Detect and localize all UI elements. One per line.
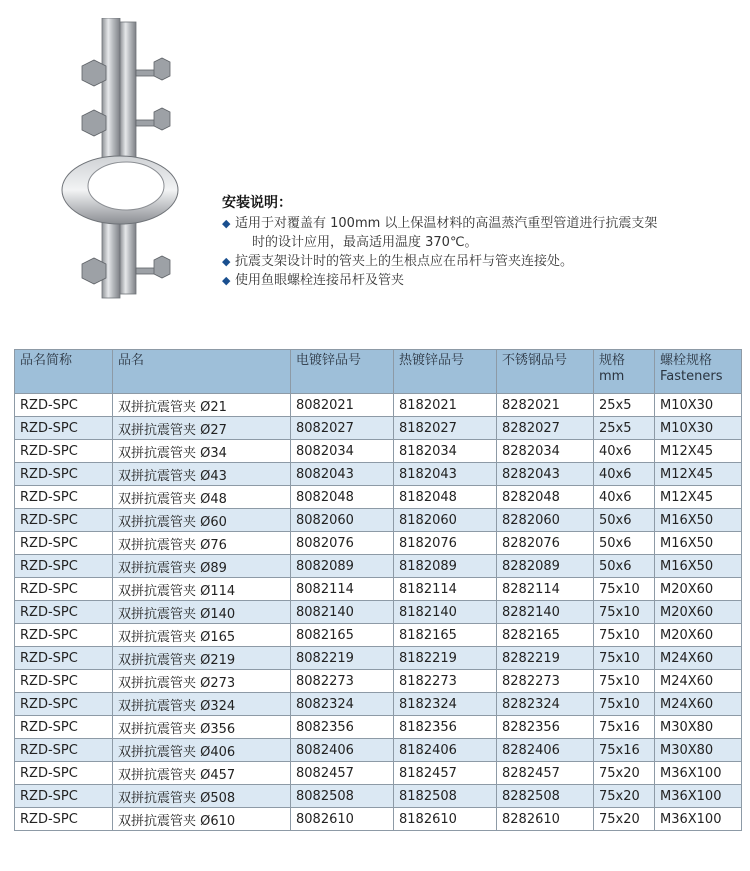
cell-stainless: 8282027 (497, 417, 594, 440)
table-row (15, 578, 742, 601)
cell-abbr: RZD-SPC (15, 808, 113, 831)
cell-spec: 75x10 (594, 601, 655, 624)
header-spec-label: 规格 (599, 353, 626, 368)
cell-fasteners: M30X80 (655, 716, 742, 739)
table-row (15, 670, 742, 693)
cell-stainless: 8282076 (497, 532, 594, 555)
cell-spec: 75x16 (594, 739, 655, 762)
cell-electro: 8082508 (291, 785, 394, 808)
cell-hotdip: 8182034 (394, 440, 497, 463)
cell-stainless: 8282508 (497, 785, 594, 808)
cell-abbr: RZD-SPC (15, 578, 113, 601)
cell-stainless: 8282457 (497, 762, 594, 785)
cell-electro: 8082027 (291, 417, 394, 440)
cell-abbr: RZD-SPC (15, 463, 113, 486)
cell-fasteners: M12X45 (655, 486, 742, 509)
cell-name: 双拼抗震管夹 Ø27 (113, 417, 291, 440)
cell-name: 双拼抗震管夹 Ø60 (113, 509, 291, 532)
table-row (15, 647, 742, 670)
cell-hotdip: 8182027 (394, 417, 497, 440)
cell-spec: 50x6 (594, 532, 655, 555)
header-spec-unit: mm (599, 369, 625, 384)
cell-fasteners: M36X100 (655, 808, 742, 831)
cell-electro: 8082165 (291, 624, 394, 647)
cell-hotdip: 8182048 (394, 486, 497, 509)
cell-name: 双拼抗震管夹 Ø457 (113, 762, 291, 785)
cell-name: 双拼抗震管夹 Ø165 (113, 624, 291, 647)
cell-electro: 8082610 (291, 808, 394, 831)
cell-spec: 75x10 (594, 578, 655, 601)
cell-hotdip: 8182089 (394, 555, 497, 578)
cell-name: 双拼抗震管夹 Ø76 (113, 532, 291, 555)
header-name: 品名 (113, 350, 291, 394)
note-item (222, 214, 742, 233)
cell-stainless: 8282140 (497, 601, 594, 624)
table-row (15, 463, 742, 486)
product-spec-table (14, 349, 742, 831)
cell-spec: 75x20 (594, 808, 655, 831)
cell-name: 双拼抗震管夹 Ø219 (113, 647, 291, 670)
diamond-bullet-icon: ◆ (222, 217, 231, 230)
table-row (15, 486, 742, 509)
table-header-row (15, 350, 742, 394)
cell-spec: 75x10 (594, 670, 655, 693)
cell-fasteners: M20X60 (655, 578, 742, 601)
cell-abbr: RZD-SPC (15, 624, 113, 647)
cell-electro: 8082273 (291, 670, 394, 693)
cell-name: 双拼抗震管夹 Ø43 (113, 463, 291, 486)
header-stainless: 不锈钢品号 (497, 350, 594, 394)
cell-electro: 8082021 (291, 394, 394, 417)
cell-name: 双拼抗震管夹 Ø114 (113, 578, 291, 601)
cell-stainless: 8282165 (497, 624, 594, 647)
cell-electro: 8082140 (291, 601, 394, 624)
notes-title: 安装说明： (222, 195, 292, 211)
cell-stainless: 8282048 (497, 486, 594, 509)
cell-electro: 8082076 (291, 532, 394, 555)
cell-abbr: RZD-SPC (15, 417, 113, 440)
cell-electro: 8082324 (291, 693, 394, 716)
cell-spec: 25x5 (594, 394, 655, 417)
note-text: 使用鱼眼螺栓连接吊杆及管夹 (235, 273, 405, 288)
cell-abbr: RZD-SPC (15, 532, 113, 555)
cell-spec: 75x10 (594, 624, 655, 647)
cell-stainless: 8282060 (497, 509, 594, 532)
cell-hotdip: 8182076 (394, 532, 497, 555)
cell-spec: 50x6 (594, 555, 655, 578)
cell-name: 双拼抗震管夹 Ø34 (113, 440, 291, 463)
cell-abbr: RZD-SPC (15, 486, 113, 509)
cell-spec: 75x20 (594, 785, 655, 808)
table-row (15, 762, 742, 785)
cell-hotdip: 8182356 (394, 716, 497, 739)
table-body (15, 394, 742, 831)
cell-hotdip: 8182219 (394, 647, 497, 670)
header-electro-galvanized: 电镀锌品号 (291, 350, 394, 394)
cell-electro: 8082060 (291, 509, 394, 532)
cell-abbr: RZD-SPC (15, 509, 113, 532)
header-fasteners-label: 螺栓规格 (660, 353, 713, 368)
cell-spec: 40x6 (594, 440, 655, 463)
cell-spec: 75x10 (594, 647, 655, 670)
cell-spec: 40x6 (594, 486, 655, 509)
cell-fasteners: M30X80 (655, 739, 742, 762)
table-row (15, 624, 742, 647)
cell-hotdip: 8182140 (394, 601, 497, 624)
cell-name: 双拼抗震管夹 Ø140 (113, 601, 291, 624)
cell-stainless: 8282219 (497, 647, 594, 670)
cell-fasteners: M20X60 (655, 624, 742, 647)
cell-fasteners: M10X30 (655, 394, 742, 417)
note-continuation: 时的设计应用，最高适用温度 370℃。 (252, 235, 478, 250)
cell-hotdip: 8182114 (394, 578, 497, 601)
note-item (222, 271, 742, 290)
cell-spec: 75x16 (594, 716, 655, 739)
cell-hotdip: 8182165 (394, 624, 497, 647)
cell-abbr: RZD-SPC (15, 601, 113, 624)
cell-name: 双拼抗震管夹 Ø356 (113, 716, 291, 739)
header-hot-dip-galvanized: 热镀锌品号 (394, 350, 497, 394)
cell-electro: 8082406 (291, 739, 394, 762)
cell-stainless: 8282356 (497, 716, 594, 739)
cell-fasteners: M12X45 (655, 440, 742, 463)
cell-fasteners: M10X30 (655, 417, 742, 440)
cell-spec: 25x5 (594, 417, 655, 440)
cell-hotdip: 8182406 (394, 739, 497, 762)
cell-electro: 8082089 (291, 555, 394, 578)
note-text: 抗震支架设计时的管夹上的生根点应在吊杆与管夹连接处。 (235, 254, 574, 269)
table-row (15, 716, 742, 739)
table-row (15, 808, 742, 831)
header-abbr: 品名简称 (15, 350, 113, 394)
cell-abbr: RZD-SPC (15, 647, 113, 670)
cell-name: 双拼抗震管夹 Ø406 (113, 739, 291, 762)
cell-electro: 8082048 (291, 486, 394, 509)
cell-stainless: 8282324 (497, 693, 594, 716)
diamond-bullet-icon: ◆ (222, 255, 231, 268)
cell-fasteners: M36X100 (655, 762, 742, 785)
cell-fasteners: M24X60 (655, 670, 742, 693)
cell-spec: 75x20 (594, 762, 655, 785)
cell-electro: 8082043 (291, 463, 394, 486)
cell-stainless: 8282406 (497, 739, 594, 762)
cell-abbr: RZD-SPC (15, 716, 113, 739)
diamond-bullet-icon: ◆ (222, 274, 231, 287)
note-item (222, 252, 742, 271)
cell-abbr: RZD-SPC (15, 394, 113, 417)
cell-abbr: RZD-SPC (15, 762, 113, 785)
installation-notes (222, 192, 742, 290)
cell-hotdip: 8182043 (394, 463, 497, 486)
table-row (15, 693, 742, 716)
cell-fasteners: M16X50 (655, 509, 742, 532)
cell-hotdip: 8182457 (394, 762, 497, 785)
cell-stainless: 8282089 (497, 555, 594, 578)
cell-hotdip: 8182021 (394, 394, 497, 417)
cell-electro: 8082219 (291, 647, 394, 670)
cell-hotdip: 8182273 (394, 670, 497, 693)
cell-hotdip: 8182060 (394, 509, 497, 532)
cell-hotdip: 8182508 (394, 785, 497, 808)
cell-name: 双拼抗震管夹 Ø273 (113, 670, 291, 693)
cell-fasteners: M16X50 (655, 532, 742, 555)
cell-spec: 40x6 (594, 463, 655, 486)
cell-hotdip: 8182324 (394, 693, 497, 716)
cell-abbr: RZD-SPC (15, 739, 113, 762)
cell-abbr: RZD-SPC (15, 555, 113, 578)
table-row (15, 394, 742, 417)
cell-hotdip: 8182610 (394, 808, 497, 831)
cell-fasteners: M20X60 (655, 601, 742, 624)
cell-name: 双拼抗震管夹 Ø89 (113, 555, 291, 578)
cell-fasteners: M36X100 (655, 785, 742, 808)
table-row (15, 555, 742, 578)
cell-stainless: 8282034 (497, 440, 594, 463)
pipe-clamp-illustration (58, 18, 188, 308)
cell-name: 双拼抗震管夹 Ø324 (113, 693, 291, 716)
table-row (15, 509, 742, 532)
cell-stainless: 8282043 (497, 463, 594, 486)
cell-abbr: RZD-SPC (15, 693, 113, 716)
cell-abbr: RZD-SPC (15, 785, 113, 808)
table-row (15, 417, 742, 440)
cell-electro: 8082034 (291, 440, 394, 463)
cell-spec: 75x10 (594, 693, 655, 716)
cell-spec: 50x6 (594, 509, 655, 532)
cell-stainless: 8282021 (497, 394, 594, 417)
cell-fasteners: M16X50 (655, 555, 742, 578)
header-fasteners-en: Fasteners (660, 369, 723, 384)
table-row (15, 532, 742, 555)
table-row (15, 440, 742, 463)
table-row (15, 785, 742, 808)
cell-fasteners: M12X45 (655, 463, 742, 486)
table-row (15, 601, 742, 624)
cell-fasteners: M24X60 (655, 693, 742, 716)
cell-name: 双拼抗震管夹 Ø48 (113, 486, 291, 509)
cell-abbr: RZD-SPC (15, 670, 113, 693)
cell-name: 双拼抗震管夹 Ø610 (113, 808, 291, 831)
cell-stainless: 8282273 (497, 670, 594, 693)
header-spec (594, 350, 655, 394)
cell-abbr: RZD-SPC (15, 440, 113, 463)
cell-stainless: 8282114 (497, 578, 594, 601)
header-fasteners (655, 350, 742, 394)
cell-stainless: 8282610 (497, 808, 594, 831)
note-text: 适用于对覆盖有 100mm 以上保温材料的高温蒸汽重型管道进行抗震支架 (235, 216, 658, 231)
cell-name: 双拼抗震管夹 Ø508 (113, 785, 291, 808)
cell-electro: 8082356 (291, 716, 394, 739)
cell-fasteners: M24X60 (655, 647, 742, 670)
cell-electro: 8082457 (291, 762, 394, 785)
cell-name: 双拼抗震管夹 Ø21 (113, 394, 291, 417)
cell-electro: 8082114 (291, 578, 394, 601)
table-row (15, 739, 742, 762)
